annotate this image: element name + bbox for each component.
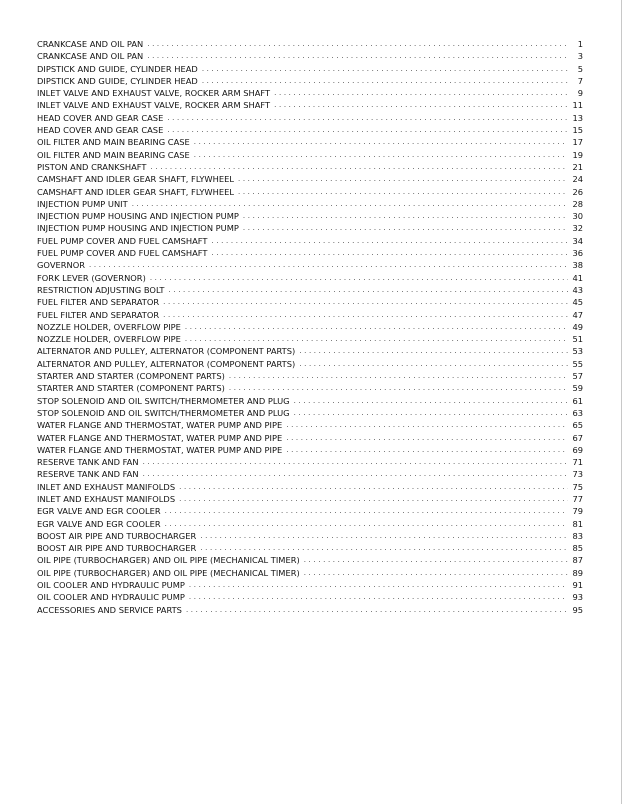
toc-entry-page-number: 91	[572, 580, 583, 591]
toc-dot-leader	[89, 259, 568, 271]
toc-dot-leader	[202, 75, 569, 87]
toc-entry-page-number: 55	[572, 358, 583, 369]
toc-entry[interactable]	[37, 124, 583, 136]
toc-entry-page-number: 11	[572, 100, 583, 111]
toc-entry-page-number: 13	[572, 112, 583, 123]
toc-entry-page-number: 21	[572, 161, 583, 172]
toc-entry[interactable]	[37, 296, 583, 308]
toc-entry-page-number: 85	[572, 543, 583, 554]
toc-dot-leader	[299, 358, 568, 370]
toc-entry-page-number: 53	[572, 346, 583, 357]
toc-entry-page-number: 28	[572, 198, 583, 209]
toc-entry-page-number: 45	[572, 297, 583, 308]
toc-entry-page-number: 43	[572, 284, 583, 295]
toc-entry-title: RESERVE TANK AND FAN	[37, 469, 139, 480]
toc-entry-title: BOOST AIR PIPE AND TURBOCHARGER	[37, 543, 197, 554]
toc-entry-title: ALTERNATOR AND PULLEY, ALTERNATOR (COMPONENT PARTS)	[37, 358, 296, 369]
toc-dot-leader	[147, 38, 569, 50]
toc-entry[interactable]	[37, 149, 583, 161]
toc-entry-page-number: 38	[572, 260, 583, 271]
toc-entry[interactable]	[37, 579, 583, 591]
toc-entry-page-number: 1	[577, 39, 583, 49]
toc-entry-title: INLET AND EXHAUST MANIFOLDS	[37, 493, 176, 504]
toc-entry-page-number: 51	[572, 334, 583, 345]
toc-entry[interactable]	[37, 382, 583, 394]
toc-entry-title: OIL COOLER AND HYDRAULIC PUMP	[37, 592, 185, 603]
toc-dot-leader	[200, 530, 568, 542]
toc-entry-page-number: 36	[572, 248, 583, 259]
toc-entry-page-number: 26	[572, 186, 583, 197]
toc-entry-page-number: 17	[572, 137, 583, 148]
toc-entry[interactable]	[37, 284, 583, 296]
toc-entry[interactable]	[37, 518, 583, 530]
toc-dot-leader	[286, 419, 568, 431]
toc-entry-title: FUEL PUMP COVER AND FUEL CAMSHAFT	[37, 248, 208, 259]
toc-entry[interactable]	[37, 530, 583, 542]
toc-dot-leader	[200, 542, 568, 554]
toc-entry[interactable]	[37, 309, 583, 321]
toc-entry-title: OIL FILTER AND MAIN BEARING CASE	[37, 149, 190, 160]
toc-entry[interactable]	[37, 456, 583, 468]
toc-entry-title: EGR VALVE AND EGR COOLER	[37, 518, 161, 529]
toc-entry[interactable]	[37, 407, 583, 419]
toc-entry-page-number: 69	[572, 444, 583, 455]
toc-entry-title: OIL PIPE (TURBOCHARGER) AND OIL PIPE (MECHANICAL TIMER)	[37, 567, 300, 578]
toc-entry[interactable]	[37, 87, 583, 99]
toc-entry-title: NOZZLE HOLDER, OVERFLOW PIPE	[37, 334, 181, 345]
toc-entry-title: STARTER AND STARTER (COMPONENT PARTS)	[37, 383, 225, 394]
toc-dot-leader	[189, 579, 569, 591]
toc-entry-title: CRANKCASE AND OIL PAN	[37, 51, 144, 62]
toc-entry[interactable]	[37, 99, 583, 111]
toc-entry[interactable]	[37, 419, 583, 431]
toc-entry[interactable]	[37, 235, 583, 247]
toc-entry[interactable]	[37, 481, 583, 493]
toc-dot-leader	[185, 321, 569, 333]
toc-entry-title: PISTON AND CRANKSHAFT	[37, 161, 147, 172]
toc-entry-title: INLET VALVE AND EXHAUST VALVE, ROCKER ARM SHAFT	[37, 100, 271, 111]
toc-entry[interactable]	[37, 50, 583, 62]
toc-dot-leader	[211, 235, 568, 247]
toc-entry-title: BOOST AIR PIPE AND TURBOCHARGER	[37, 530, 197, 541]
toc-dot-leader	[238, 186, 568, 198]
toc-entry[interactable]	[37, 591, 583, 603]
toc-entry[interactable]	[37, 542, 583, 554]
toc-entry[interactable]	[37, 63, 583, 75]
toc-entry-page-number: 49	[572, 321, 583, 332]
toc-entry-title: CRANKCASE AND OIL PAN	[37, 39, 144, 49]
toc-dot-leader	[163, 309, 568, 321]
toc-entry-title: NOZZLE HOLDER, OVERFLOW PIPE	[37, 321, 181, 332]
toc-dot-leader	[294, 395, 569, 407]
toc-dot-leader	[151, 161, 569, 173]
toc-entry-title: ACCESSORIES AND SERVICE PARTS	[37, 604, 182, 615]
toc-dot-leader	[165, 505, 569, 517]
toc-entry-title: RESERVE TANK AND FAN	[37, 457, 139, 468]
toc-entry-page-number: 95	[572, 604, 583, 615]
toc-entry[interactable]	[37, 186, 583, 198]
toc-entry-page-number: 5	[577, 63, 583, 74]
toc-dot-leader	[147, 50, 569, 62]
toc-entry-page-number: 93	[572, 592, 583, 603]
toc-entry[interactable]	[37, 567, 583, 579]
toc-entry-page-number: 15	[572, 125, 583, 136]
toc-entry[interactable]	[37, 395, 583, 407]
toc-entry[interactable]	[37, 358, 583, 370]
toc-entry-page-number: 89	[572, 567, 583, 578]
toc-entry-page-number: 3	[577, 51, 583, 62]
toc-dot-leader	[189, 591, 569, 603]
toc-entry[interactable]	[37, 345, 583, 357]
toc-dot-leader	[304, 567, 569, 579]
toc-entry-page-number: 57	[572, 371, 583, 382]
toc-entry-title: FUEL FILTER AND SEPARATOR	[37, 309, 160, 320]
toc-dot-leader	[299, 345, 568, 357]
toc-dot-leader	[243, 210, 569, 222]
toc-dot-leader	[179, 493, 568, 505]
toc-entry-title: DIPSTICK AND GUIDE, CYLINDER HEAD	[37, 75, 198, 86]
toc-entry-page-number: 87	[572, 555, 583, 566]
toc-entry-page-number: 41	[572, 272, 583, 283]
toc-entry[interactable]	[37, 247, 583, 259]
toc-dot-leader	[243, 222, 569, 234]
toc-dot-leader	[286, 444, 568, 456]
table-of-contents	[37, 38, 583, 616]
toc-entry-title: HEAD COVER AND GEAR CASE	[37, 112, 164, 123]
toc-entry-page-number: 32	[572, 223, 583, 234]
toc-entry[interactable]	[37, 505, 583, 517]
toc-entry[interactable]	[37, 468, 583, 480]
toc-entry-title: STOP SOLENOID AND OIL SWITCH/THERMOMETER AND PLUG	[37, 395, 290, 406]
toc-dot-leader	[150, 272, 569, 284]
toc-entry-title: INLET VALVE AND EXHAUST VALVE, ROCKER ARM SHAFT	[37, 88, 271, 99]
toc-entry-title: HEAD COVER AND GEAR CASE	[37, 125, 164, 136]
toc-entry-title: ALTERNATOR AND PULLEY, ALTERNATOR (COMPONENT PARTS)	[37, 346, 296, 357]
toc-dot-leader	[211, 247, 568, 259]
toc-entry[interactable]	[37, 604, 583, 616]
toc-entry[interactable]	[37, 198, 583, 210]
toc-dot-leader	[167, 124, 568, 136]
toc-entry[interactable]	[37, 75, 583, 87]
toc-entry-title: OIL FILTER AND MAIN BEARING CASE	[37, 137, 190, 148]
toc-entry-title: FORK LEVER (GOVERNOR)	[37, 272, 146, 283]
toc-entry-title: CAMSHAFT AND IDLER GEAR SHAFT, FLYWHEEL	[37, 174, 234, 185]
toc-entry-page-number: 7	[577, 75, 583, 86]
toc-entry-title: FUEL PUMP COVER AND FUEL CAMSHAFT	[37, 235, 208, 246]
toc-entry[interactable]	[37, 259, 583, 271]
toc-dot-leader	[194, 136, 569, 148]
toc-entry[interactable]	[37, 444, 583, 456]
toc-dot-leader	[179, 481, 568, 493]
toc-entry-page-number: 67	[572, 432, 583, 443]
toc-entry-page-number: 59	[572, 383, 583, 394]
toc-entry-page-number: 75	[572, 481, 583, 492]
toc-dot-leader	[286, 432, 568, 444]
toc-dot-leader	[169, 284, 569, 296]
toc-entry[interactable]	[37, 321, 583, 333]
toc-entry[interactable]	[37, 333, 583, 345]
toc-entry-page-number: 65	[572, 420, 583, 431]
toc-dot-leader	[194, 149, 569, 161]
toc-dot-leader	[229, 382, 569, 394]
toc-dot-leader	[202, 63, 569, 75]
toc-entry[interactable]	[37, 370, 583, 382]
toc-dot-leader	[186, 604, 568, 616]
toc-entry-title: INJECTION PUMP HOUSING AND INJECTION PUMP	[37, 211, 239, 222]
toc-entry-title: STARTER AND STARTER (COMPONENT PARTS)	[37, 371, 225, 382]
toc-entry-title: GOVERNOR	[37, 260, 85, 271]
toc-entry-page-number: 19	[572, 149, 583, 160]
toc-entry-title: INJECTION PUMP HOUSING AND INJECTION PUMP	[37, 223, 239, 234]
toc-dot-leader	[304, 554, 569, 566]
toc-entry-title: WATER FLANGE AND THERMOSTAT, WATER PUMP AND PIPE	[37, 420, 283, 431]
toc-entry-title: WATER FLANGE AND THERMOSTAT, WATER PUMP AND PIPE	[37, 444, 283, 455]
toc-entry-page-number: 61	[572, 395, 583, 406]
toc-entry[interactable]	[37, 222, 583, 234]
toc-entry-page-number: 83	[572, 530, 583, 541]
toc-entry[interactable]	[37, 38, 583, 50]
toc-entry-page-number: 24	[572, 174, 583, 185]
toc-entry-title: INLET AND EXHAUST MANIFOLDS	[37, 481, 176, 492]
toc-entry-title: INJECTION PUMP UNIT	[37, 198, 128, 209]
toc-entry-title: FUEL FILTER AND SEPARATOR	[37, 297, 160, 308]
toc-dot-leader	[143, 468, 569, 480]
toc-entry[interactable]	[37, 173, 583, 185]
toc-dot-leader	[229, 370, 569, 382]
toc-entry[interactable]	[37, 493, 583, 505]
toc-entry[interactable]	[37, 210, 583, 222]
toc-entry-page-number: 63	[572, 407, 583, 418]
toc-dot-leader	[132, 198, 569, 210]
toc-dot-leader	[143, 456, 569, 468]
toc-dot-leader	[167, 112, 568, 124]
toc-entry-page-number: 71	[572, 457, 583, 468]
toc-entry-title: STOP SOLENOID AND OIL SWITCH/THERMOMETER AND PLUG	[37, 407, 290, 418]
toc-entry-page-number: 9	[577, 88, 583, 99]
toc-entry-page-number: 34	[572, 235, 583, 246]
toc-dot-leader	[274, 87, 569, 99]
toc-dot-leader	[163, 296, 568, 308]
toc-entry[interactable]	[37, 554, 583, 566]
toc-entry-page-number: 47	[572, 309, 583, 320]
toc-entry-title: OIL COOLER AND HYDRAULIC PUMP	[37, 580, 185, 591]
toc-entry[interactable]	[37, 432, 583, 444]
toc-entry-title: OIL PIPE (TURBOCHARGER) AND OIL PIPE (MECHANICAL TIMER)	[37, 555, 300, 566]
toc-entry-title: RESTRICTION ADJUSTING BOLT	[37, 284, 165, 295]
toc-entry-title: EGR VALVE AND EGR COOLER	[37, 506, 161, 517]
toc-entry-page-number: 81	[572, 518, 583, 529]
toc-entry[interactable]	[37, 136, 583, 148]
toc-entry[interactable]	[37, 161, 583, 173]
toc-entry[interactable]	[37, 112, 583, 124]
toc-entry-page-number: 79	[572, 506, 583, 517]
toc-entry-title: WATER FLANGE AND THERMOSTAT, WATER PUMP AND PIPE	[37, 432, 283, 443]
toc-dot-leader	[274, 99, 568, 111]
toc-dot-leader	[294, 407, 569, 419]
toc-entry-page-number: 73	[572, 469, 583, 480]
toc-dot-leader	[185, 333, 569, 345]
toc-entry-title: DIPSTICK AND GUIDE, CYLINDER HEAD	[37, 63, 198, 74]
toc-entry-page-number: 77	[572, 493, 583, 504]
toc-entry-title: CAMSHAFT AND IDLER GEAR SHAFT, FLYWHEEL	[37, 186, 234, 197]
toc-entry[interactable]	[37, 272, 583, 284]
toc-dot-leader	[165, 518, 569, 530]
toc-dot-leader	[238, 173, 568, 185]
toc-entry-page-number: 30	[572, 211, 583, 222]
